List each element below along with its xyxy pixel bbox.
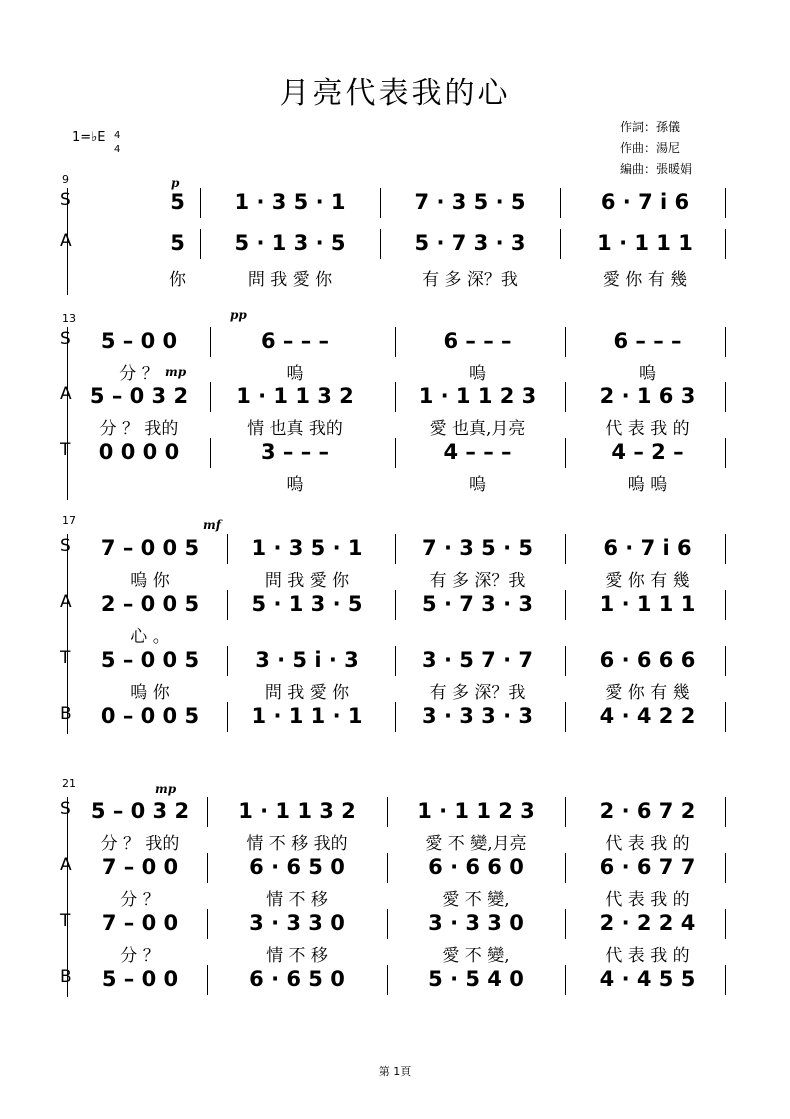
page-title: 月亮代表我的心 <box>279 76 511 111</box>
voice-label: A <box>60 592 72 612</box>
barline <box>387 853 388 883</box>
measure-notes: 1 · 1 1 3 2 <box>236 384 354 408</box>
voice-label: A <box>60 384 72 404</box>
barline <box>210 327 211 357</box>
time-beats: 4 <box>114 130 121 141</box>
measure-notes: 6 – – – <box>443 329 512 353</box>
barline <box>725 646 726 676</box>
measure-notes: 7 – 0 0 <box>101 911 179 935</box>
barline <box>560 188 561 218</box>
measure-notes: 1 · 1 1 3 2 <box>238 799 356 823</box>
measure-number: 21 <box>62 777 76 790</box>
measure-lyrics: 嗚 你 <box>130 571 170 591</box>
barline <box>725 590 726 620</box>
barline <box>207 853 208 883</box>
measure-notes: 6 · 6 5 0 <box>249 855 345 879</box>
voice-label: A <box>60 231 72 251</box>
measure-notes: 6 · 6 6 0 <box>428 855 524 879</box>
barline <box>725 327 726 357</box>
measure-lyrics: 問 我 愛 你 <box>264 571 350 591</box>
barline <box>395 327 396 357</box>
barline <box>725 797 726 827</box>
measure-lyrics: 愛 不 變, <box>442 890 510 910</box>
measure-lyrics: 愛 也真,月亮 <box>429 419 526 439</box>
barline <box>387 965 388 995</box>
barline <box>725 229 726 259</box>
measure-lyrics: 嗚 <box>639 364 656 384</box>
measure-notes: 5 – 0 3 2 <box>89 384 189 408</box>
measure-lyrics: 你 <box>169 270 186 290</box>
barline <box>725 534 726 564</box>
measure-lyrics: 分 ？ 我的 <box>99 419 179 439</box>
measure-notes: 5 – 0 0 <box>100 329 178 353</box>
barline <box>725 188 726 218</box>
measure-notes: 2 · 6 7 2 <box>599 799 696 823</box>
measure-lyrics: 有 多 深？我 <box>429 683 526 703</box>
barline <box>395 438 396 468</box>
measure-notes: 1 · 3 5 · 1 <box>251 536 363 560</box>
barline <box>565 327 566 357</box>
measure-notes: 7 · 3 5 · 5 <box>422 536 533 560</box>
voice-label: B <box>60 967 72 987</box>
barline <box>565 965 566 995</box>
barline <box>387 797 388 827</box>
barline <box>207 965 208 995</box>
measure-notes: 5 – 0 3 2 <box>90 799 190 823</box>
measure-notes: 5 – 0 0 <box>101 967 179 991</box>
measure-notes: 1 · 1 1 2 3 <box>418 384 537 408</box>
measure-notes: 3 · 3 3 · 3 <box>422 704 533 728</box>
measure-notes: 5 · 7 3 · 3 <box>414 231 526 255</box>
measure-notes: 3 – – – <box>260 440 330 464</box>
measure-notes: 7 · 3 5 · 5 <box>414 190 526 214</box>
voice-label: S <box>60 799 71 819</box>
barline <box>395 382 396 412</box>
voice-label: S <box>60 329 71 349</box>
measure-number: 13 <box>62 312 76 325</box>
measure-notes: 7 – 0 0 5 <box>100 536 200 560</box>
barline <box>395 702 396 732</box>
barline <box>227 534 228 564</box>
voice-label: S <box>60 536 71 556</box>
measure-notes: 3 · 3 3 0 <box>249 911 345 935</box>
barline <box>565 438 566 468</box>
measure-notes: 3 · 5 i · 3 <box>255 648 359 672</box>
key-label: 1=♭E <box>72 130 106 145</box>
barline <box>207 797 208 827</box>
measure-notes: 5 · 5 4 0 <box>428 967 524 991</box>
measure-notes: 6 · 7 i 6 <box>603 536 692 560</box>
measure-notes: 4 · 4 2 2 <box>599 704 696 728</box>
voice-label: B <box>60 704 72 724</box>
barline <box>207 909 208 939</box>
barline <box>565 646 566 676</box>
measure-lyrics: 嗚 你 <box>130 683 170 703</box>
measure-notes: 5 <box>170 190 185 214</box>
barline <box>200 229 201 259</box>
measure-notes: 6 – – – <box>260 329 330 353</box>
page-number: 第 1頁 <box>378 1065 412 1078</box>
time-unit: 4 <box>114 144 121 155</box>
dynamic-marking: mp <box>165 365 187 379</box>
measure-notes: 4 – – – <box>443 440 512 464</box>
barline <box>395 646 396 676</box>
measure-lyrics: 愛 不 變,月亮 <box>425 834 527 854</box>
system-bracket <box>67 327 68 500</box>
barline <box>565 534 566 564</box>
measure-lyrics: 嗚 <box>469 475 486 495</box>
measure-lyrics: 愛 不 變, <box>442 946 510 966</box>
measure-notes: 3 · 3 3 0 <box>428 911 524 935</box>
barline <box>380 229 381 259</box>
voice-label: A <box>60 855 72 875</box>
measure-notes: 1 · 1 1 1 <box>599 592 696 616</box>
measure-lyrics: 有 多 深？我 <box>429 571 526 591</box>
barline <box>565 702 566 732</box>
barline <box>725 438 726 468</box>
barline <box>395 590 396 620</box>
measure-lyrics: 代 表 我 的 <box>605 890 690 910</box>
voice-label: S <box>60 190 71 210</box>
measure-lyrics: 情 不 移 <box>266 890 328 910</box>
barline <box>565 382 566 412</box>
measure-lyrics: 情 不 移 <box>266 946 328 966</box>
barline <box>380 188 381 218</box>
measure-notes: 5 <box>170 231 185 255</box>
measure-lyrics: 代 表 我 的 <box>605 946 690 966</box>
barline <box>387 909 388 939</box>
measure-notes: 1 · 1 1 · 1 <box>251 704 363 728</box>
measure-notes: 6 · 6 7 7 <box>599 855 696 879</box>
measure-lyrics: 心 。 <box>130 627 170 647</box>
measure-notes: 1 · 1 1 1 <box>597 231 693 255</box>
time-signature <box>114 129 120 157</box>
measure-notes: 1 · 1 1 2 3 <box>417 799 535 823</box>
barline <box>210 382 211 412</box>
measure-lyrics: 嗚 嗚 <box>627 475 668 495</box>
measure-lyrics: 愛 你 有 幾 <box>602 270 688 290</box>
measure-lyrics: 情 也真 我的 <box>247 419 343 439</box>
lyricist-credit: 作詞：孫儀 <box>620 120 681 134</box>
arranger-credit: 編曲：張暖娟 <box>620 162 693 176</box>
measure-notes: 6 · 6 6 6 <box>599 648 696 672</box>
measure-lyrics: 有 多 深？我 <box>422 270 518 290</box>
measure-notes: 1 · 3 5 · 1 <box>234 190 346 214</box>
barline <box>565 853 566 883</box>
barline <box>725 909 726 939</box>
barline <box>210 438 211 468</box>
measure-notes: 5 · 7 3 · 3 <box>422 592 533 616</box>
key-signature <box>72 130 121 155</box>
measure-notes: 6 · 6 5 0 <box>249 967 345 991</box>
voice-label: T <box>60 648 71 668</box>
measure-notes: 2 · 1 6 3 <box>599 384 696 408</box>
measure-notes: 5 · 1 3 · 5 <box>251 592 363 616</box>
measure-lyrics: 分 ？ <box>119 364 159 384</box>
barline <box>725 382 726 412</box>
measure-number: 9 <box>62 173 69 186</box>
measure-lyrics: 情 不 移 我的 <box>246 834 348 854</box>
barline <box>200 188 201 218</box>
measure-lyrics: 分 ？ 我的 <box>100 834 180 854</box>
measure-notes: 2 · 2 2 4 <box>599 911 696 935</box>
measure-lyrics: 分 ？ <box>120 946 160 966</box>
barline <box>725 965 726 995</box>
measure-notes: 6 – – – <box>613 329 682 353</box>
barline <box>560 229 561 259</box>
barline <box>227 646 228 676</box>
measure-notes: 0 0 0 0 <box>98 440 180 464</box>
barline <box>565 909 566 939</box>
measure-notes: 4 – 2 – <box>611 440 684 464</box>
barline <box>725 702 726 732</box>
composer-credit: 作曲：湯尼 <box>620 141 681 155</box>
measure-notes: 4 · 4 5 5 <box>599 967 696 991</box>
measure-notes: 0 – 0 0 5 <box>100 704 200 728</box>
measure-lyrics: 嗚 <box>286 364 304 384</box>
measure-lyrics: 嗚 <box>469 364 486 384</box>
dynamic-marking: p <box>171 176 180 190</box>
measure-number: 17 <box>62 514 76 527</box>
barline <box>725 853 726 883</box>
dynamic-marking: pp <box>230 308 247 322</box>
measure-lyrics: 代 表 我 的 <box>605 419 690 439</box>
barline <box>565 797 566 827</box>
measure-lyrics: 問 我 愛 你 <box>247 270 333 290</box>
measure-notes: 7 – 0 0 <box>101 855 179 879</box>
measure-lyrics: 問 我 愛 你 <box>264 683 350 703</box>
measure-lyrics: 愛 你 有 幾 <box>605 683 690 703</box>
measure-notes: 5 · 1 3 · 5 <box>234 231 346 255</box>
barline <box>565 590 566 620</box>
measure-lyrics: 愛 你 有 幾 <box>605 571 690 591</box>
measure-lyrics: 代 表 我 的 <box>605 834 690 854</box>
barline <box>395 534 396 564</box>
voice-label: T <box>60 911 71 931</box>
measure-lyrics: 分 ？ <box>120 890 160 910</box>
dynamic-marking: mf <box>203 518 221 532</box>
voice-label: T <box>60 440 71 460</box>
measure-notes: 2 – 0 0 5 <box>100 592 200 616</box>
measure-lyrics: 嗚 <box>286 475 304 495</box>
credits <box>620 117 692 180</box>
measure-notes: 3 · 5 7 · 7 <box>422 648 533 672</box>
measure-notes: 5 – 0 0 5 <box>100 648 200 672</box>
dynamic-marking: mp <box>155 782 177 796</box>
measure-notes: 6 · 7 i 6 <box>600 190 690 214</box>
barline <box>227 702 228 732</box>
barline <box>227 590 228 620</box>
